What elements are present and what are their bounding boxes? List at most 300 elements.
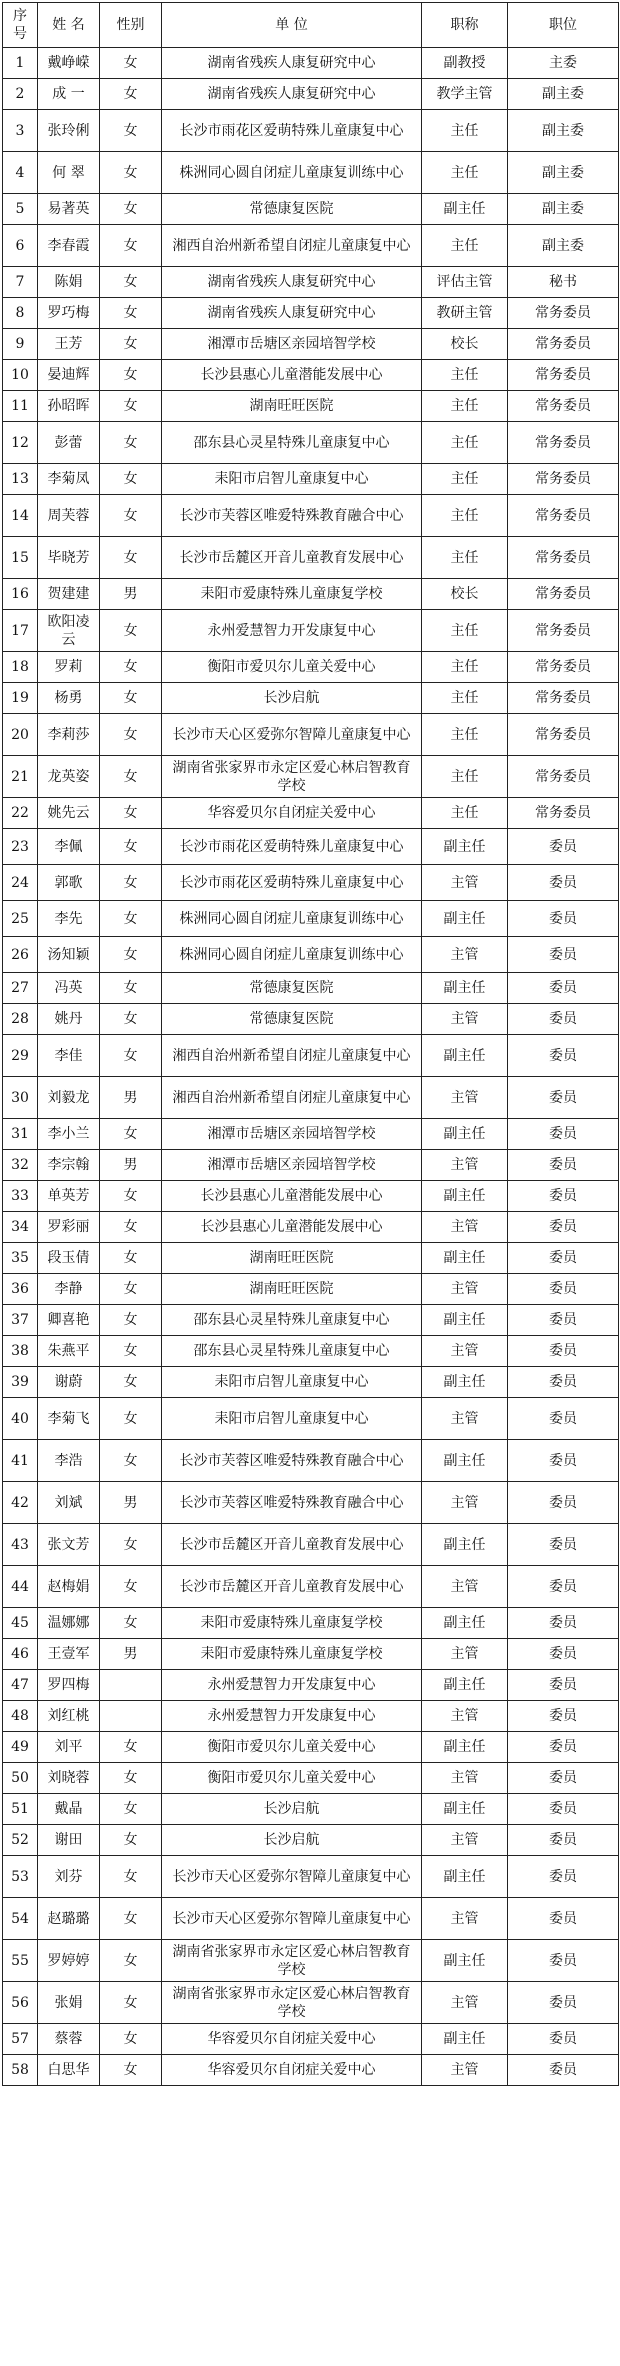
cell-gender: 女 xyxy=(100,1763,162,1794)
cell-name: 李春霞 xyxy=(38,225,100,267)
table-row xyxy=(3,464,619,495)
cell-index: 7 xyxy=(3,267,38,298)
table-row xyxy=(3,901,619,937)
cell-index: 55 xyxy=(3,1940,38,1982)
cell-name: 张文芳 xyxy=(38,1524,100,1566)
table-row xyxy=(3,1150,619,1181)
cell-unit: 长沙市雨花区爱萌特殊儿童康复中心 xyxy=(162,865,422,901)
cell-position: 副主委 xyxy=(508,110,619,152)
cell-unit: 湘西自治州新希望自闭症儿童康复中心 xyxy=(162,1077,422,1119)
cell-index: 23 xyxy=(3,829,38,865)
cell-name: 欧阳凌云 xyxy=(38,610,100,652)
cell-name: 李先 xyxy=(38,901,100,937)
cell-position: 委员 xyxy=(508,1898,619,1940)
cell-index: 41 xyxy=(3,1440,38,1482)
cell-name: 白思华 xyxy=(38,2055,100,2086)
cell-gender: 男 xyxy=(100,1482,162,1524)
cell-unit: 湖南省张家界市永定区爱心林启智教育学校 xyxy=(162,1982,422,2024)
cell-gender: 女 xyxy=(100,1035,162,1077)
cell-title: 副主任 xyxy=(422,1367,508,1398)
cell-index: 20 xyxy=(3,714,38,756)
table-row xyxy=(3,610,619,652)
cell-name: 孙昭晖 xyxy=(38,391,100,422)
cell-name: 罗四梅 xyxy=(38,1670,100,1701)
cell-name: 杨勇 xyxy=(38,683,100,714)
header-unit: 单 位 xyxy=(162,3,422,48)
cell-title: 主管 xyxy=(422,1482,508,1524)
cell-title: 主任 xyxy=(422,683,508,714)
cell-gender: 女 xyxy=(100,1004,162,1035)
cell-index: 34 xyxy=(3,1212,38,1243)
cell-position: 委员 xyxy=(508,1482,619,1524)
cell-name: 晏迪辉 xyxy=(38,360,100,391)
cell-index: 31 xyxy=(3,1119,38,1150)
cell-unit: 长沙市天心区爱弥尔智障儿童康复中心 xyxy=(162,714,422,756)
header-title: 职称 xyxy=(422,3,508,48)
cell-unit: 湖南省残疾人康复研究中心 xyxy=(162,79,422,110)
cell-unit: 常德康复医院 xyxy=(162,973,422,1004)
cell-unit: 湖南省残疾人康复研究中心 xyxy=(162,298,422,329)
cell-position: 常务委员 xyxy=(508,329,619,360)
cell-index: 50 xyxy=(3,1763,38,1794)
cell-title: 校长 xyxy=(422,329,508,360)
cell-name: 谢蔚 xyxy=(38,1367,100,1398)
cell-position: 委员 xyxy=(508,1732,619,1763)
cell-name: 温娜娜 xyxy=(38,1608,100,1639)
cell-unit: 株洲同心圆自闭症儿童康复训练中心 xyxy=(162,937,422,973)
cell-unit: 长沙市岳麓区开音儿童教育发展中心 xyxy=(162,1524,422,1566)
cell-position: 委员 xyxy=(508,2024,619,2055)
table-row xyxy=(3,1035,619,1077)
cell-unit: 长沙市岳麓区开音儿童教育发展中心 xyxy=(162,537,422,579)
cell-unit: 长沙县惠心儿童潜能发展中心 xyxy=(162,1212,422,1243)
cell-unit: 衡阳市爱贝尔儿童关爱中心 xyxy=(162,652,422,683)
cell-name: 罗巧梅 xyxy=(38,298,100,329)
cell-index: 52 xyxy=(3,1825,38,1856)
cell-title: 主任 xyxy=(422,391,508,422)
cell-index: 2 xyxy=(3,79,38,110)
cell-name: 郭歌 xyxy=(38,865,100,901)
cell-title: 主任 xyxy=(422,110,508,152)
cell-title: 主任 xyxy=(422,464,508,495)
table-row xyxy=(3,579,619,610)
cell-name: 李莉莎 xyxy=(38,714,100,756)
cell-index: 17 xyxy=(3,610,38,652)
table-row xyxy=(3,1004,619,1035)
cell-position: 常务委员 xyxy=(508,714,619,756)
cell-gender: 女 xyxy=(100,1119,162,1150)
header-name: 姓 名 xyxy=(38,3,100,48)
cell-title: 主管 xyxy=(422,1004,508,1035)
cell-title: 副主任 xyxy=(422,1794,508,1825)
cell-unit: 长沙市天心区爱弥尔智障儿童康复中心 xyxy=(162,1856,422,1898)
table-row xyxy=(3,756,619,798)
cell-title: 副主任 xyxy=(422,194,508,225)
cell-name: 谢田 xyxy=(38,1825,100,1856)
cell-index: 51 xyxy=(3,1794,38,1825)
cell-unit: 永州爱慧智力开发康复中心 xyxy=(162,1670,422,1701)
cell-index: 54 xyxy=(3,1898,38,1940)
cell-index: 24 xyxy=(3,865,38,901)
cell-gender: 女 xyxy=(100,1398,162,1440)
cell-gender: 女 xyxy=(100,1982,162,2024)
cell-index: 33 xyxy=(3,1181,38,1212)
cell-index: 4 xyxy=(3,152,38,194)
cell-unit: 耒阳市爱康特殊儿童康复学校 xyxy=(162,579,422,610)
table-row xyxy=(3,1763,619,1794)
cell-index: 39 xyxy=(3,1367,38,1398)
cell-index: 49 xyxy=(3,1732,38,1763)
cell-unit: 耒阳市爱康特殊儿童康复学校 xyxy=(162,1608,422,1639)
cell-title: 主管 xyxy=(422,1701,508,1732)
cell-unit: 长沙市芙蓉区唯爱特殊教育融合中心 xyxy=(162,1482,422,1524)
cell-position: 委员 xyxy=(508,1940,619,1982)
cell-index: 8 xyxy=(3,298,38,329)
cell-position: 委员 xyxy=(508,1305,619,1336)
cell-name: 赵璐璐 xyxy=(38,1898,100,1940)
cell-unit: 常德康复医院 xyxy=(162,194,422,225)
cell-title: 副主任 xyxy=(422,973,508,1004)
cell-position: 副主委 xyxy=(508,79,619,110)
cell-unit: 湖南旺旺医院 xyxy=(162,1243,422,1274)
cell-position: 委员 xyxy=(508,1336,619,1367)
table-row xyxy=(3,683,619,714)
cell-index: 32 xyxy=(3,1150,38,1181)
header-gender: 性别 xyxy=(100,3,162,48)
table-row xyxy=(3,1982,619,2024)
cell-name: 周芙蓉 xyxy=(38,495,100,537)
cell-gender: 男 xyxy=(100,1639,162,1670)
cell-title: 副主任 xyxy=(422,1670,508,1701)
cell-title: 主任 xyxy=(422,756,508,798)
cell-unit: 长沙启航 xyxy=(162,683,422,714)
cell-index: 56 xyxy=(3,1982,38,2024)
cell-gender: 女 xyxy=(100,1794,162,1825)
cell-gender: 女 xyxy=(100,1305,162,1336)
cell-title: 副主任 xyxy=(422,1035,508,1077)
cell-position: 委员 xyxy=(508,1524,619,1566)
cell-name: 何 翠 xyxy=(38,152,100,194)
cell-position: 委员 xyxy=(508,865,619,901)
table-row xyxy=(3,1608,619,1639)
table-row xyxy=(3,2024,619,2055)
cell-unit: 长沙县惠心儿童潜能发展中心 xyxy=(162,1181,422,1212)
cell-title: 主任 xyxy=(422,610,508,652)
cell-gender: 女 xyxy=(100,865,162,901)
cell-name: 陈娟 xyxy=(38,267,100,298)
cell-gender: 女 xyxy=(100,714,162,756)
cell-title: 主任 xyxy=(422,152,508,194)
table-row xyxy=(3,1336,619,1367)
cell-gender: 女 xyxy=(100,610,162,652)
cell-title: 副主任 xyxy=(422,1440,508,1482)
cell-gender: 男 xyxy=(100,579,162,610)
cell-gender: 女 xyxy=(100,1732,162,1763)
table-row xyxy=(3,495,619,537)
table-row xyxy=(3,865,619,901)
cell-position: 委员 xyxy=(508,937,619,973)
table-row xyxy=(3,110,619,152)
cell-position: 副主委 xyxy=(508,152,619,194)
cell-gender: 女 xyxy=(100,2024,162,2055)
table-row xyxy=(3,1794,619,1825)
cell-unit: 华容爱贝尔自闭症关爱中心 xyxy=(162,2024,422,2055)
cell-gender: 女 xyxy=(100,391,162,422)
cell-title: 主管 xyxy=(422,1639,508,1670)
cell-gender xyxy=(100,1701,162,1732)
cell-position: 副主委 xyxy=(508,225,619,267)
cell-title: 副主任 xyxy=(422,1732,508,1763)
cell-gender: 女 xyxy=(100,152,162,194)
cell-title: 副主任 xyxy=(422,1119,508,1150)
cell-position: 常务委员 xyxy=(508,360,619,391)
cell-gender: 女 xyxy=(100,2055,162,2086)
cell-unit: 长沙启航 xyxy=(162,1825,422,1856)
cell-name: 李宗翰 xyxy=(38,1150,100,1181)
cell-position: 常务委员 xyxy=(508,683,619,714)
cell-name: 刘芬 xyxy=(38,1856,100,1898)
cell-index: 37 xyxy=(3,1305,38,1336)
cell-title: 副主任 xyxy=(422,829,508,865)
cell-gender: 女 xyxy=(100,225,162,267)
table-row xyxy=(3,1940,619,1982)
cell-unit: 常德康复医院 xyxy=(162,1004,422,1035)
cell-name: 罗彩丽 xyxy=(38,1212,100,1243)
cell-title: 副教授 xyxy=(422,48,508,79)
cell-index: 43 xyxy=(3,1524,38,1566)
cell-gender: 女 xyxy=(100,267,162,298)
cell-title: 主管 xyxy=(422,937,508,973)
cell-position: 委员 xyxy=(508,1825,619,1856)
table-row xyxy=(3,1566,619,1608)
cell-title: 评估主管 xyxy=(422,267,508,298)
cell-name: 刘红桃 xyxy=(38,1701,100,1732)
cell-name: 李菊凤 xyxy=(38,464,100,495)
cell-position: 委员 xyxy=(508,1794,619,1825)
cell-position: 委员 xyxy=(508,1398,619,1440)
cell-name: 李浩 xyxy=(38,1440,100,1482)
cell-position: 常务委员 xyxy=(508,652,619,683)
cell-title: 主任 xyxy=(422,422,508,464)
cell-name: 冯英 xyxy=(38,973,100,1004)
cell-position: 委员 xyxy=(508,901,619,937)
cell-gender: 女 xyxy=(100,1440,162,1482)
cell-position: 委员 xyxy=(508,1119,619,1150)
cell-index: 45 xyxy=(3,1608,38,1639)
cell-position: 委员 xyxy=(508,1856,619,1898)
cell-title: 副主任 xyxy=(422,1608,508,1639)
cell-title: 主管 xyxy=(422,2055,508,2086)
cell-name: 李佳 xyxy=(38,1035,100,1077)
cell-name: 李菊飞 xyxy=(38,1398,100,1440)
cell-gender: 女 xyxy=(100,1524,162,1566)
cell-position: 委员 xyxy=(508,1701,619,1732)
cell-name: 单英芳 xyxy=(38,1181,100,1212)
cell-index: 1 xyxy=(3,48,38,79)
table-row xyxy=(3,1212,619,1243)
cell-unit: 湘潭市岳塘区亲园培智学校 xyxy=(162,1119,422,1150)
cell-position: 委员 xyxy=(508,1181,619,1212)
cell-unit: 华容爱贝尔自闭症关爱中心 xyxy=(162,2055,422,2086)
cell-position: 委员 xyxy=(508,973,619,1004)
cell-index: 27 xyxy=(3,973,38,1004)
cell-title: 主管 xyxy=(422,1763,508,1794)
cell-position: 委员 xyxy=(508,1243,619,1274)
cell-title: 主管 xyxy=(422,1212,508,1243)
table-row xyxy=(3,1639,619,1670)
table-row xyxy=(3,937,619,973)
cell-position: 委员 xyxy=(508,1212,619,1243)
cell-name: 王芳 xyxy=(38,329,100,360)
table-row xyxy=(3,1077,619,1119)
table-row xyxy=(3,79,619,110)
cell-position: 委员 xyxy=(508,1670,619,1701)
cell-unit: 株洲同心圆自闭症儿童康复训练中心 xyxy=(162,901,422,937)
cell-name: 王壹军 xyxy=(38,1639,100,1670)
cell-title: 副主任 xyxy=(422,901,508,937)
cell-index: 42 xyxy=(3,1482,38,1524)
cell-position: 主委 xyxy=(508,48,619,79)
cell-position: 委员 xyxy=(508,1150,619,1181)
table-row xyxy=(3,973,619,1004)
table-row xyxy=(3,1825,619,1856)
cell-unit: 邵东县心灵星特殊儿童康复中心 xyxy=(162,1305,422,1336)
cell-position: 委员 xyxy=(508,2055,619,2086)
cell-gender: 女 xyxy=(100,1367,162,1398)
cell-position: 常务委员 xyxy=(508,798,619,829)
cell-gender: 男 xyxy=(100,1150,162,1181)
cell-title: 主任 xyxy=(422,652,508,683)
cell-index: 9 xyxy=(3,329,38,360)
cell-gender: 女 xyxy=(100,79,162,110)
cell-gender: 女 xyxy=(100,1566,162,1608)
table-row xyxy=(3,1670,619,1701)
cell-title: 主任 xyxy=(422,714,508,756)
cell-title: 主任 xyxy=(422,495,508,537)
table-row xyxy=(3,360,619,391)
cell-title: 教研主管 xyxy=(422,298,508,329)
cell-gender: 女 xyxy=(100,901,162,937)
cell-index: 26 xyxy=(3,937,38,973)
cell-unit: 湘潭市岳塘区亲园培智学校 xyxy=(162,1150,422,1181)
table-row xyxy=(3,1274,619,1305)
cell-title: 主任 xyxy=(422,537,508,579)
cell-name: 刘平 xyxy=(38,1732,100,1763)
cell-index: 14 xyxy=(3,495,38,537)
table-row xyxy=(3,1856,619,1898)
table-row xyxy=(3,1367,619,1398)
cell-gender: 女 xyxy=(100,683,162,714)
cell-gender: 女 xyxy=(100,329,162,360)
table-row xyxy=(3,267,619,298)
cell-index: 19 xyxy=(3,683,38,714)
cell-gender: 女 xyxy=(100,537,162,579)
cell-gender: 女 xyxy=(100,48,162,79)
table-row xyxy=(3,1181,619,1212)
table-row xyxy=(3,1701,619,1732)
cell-title: 校长 xyxy=(422,579,508,610)
cell-name: 张玲俐 xyxy=(38,110,100,152)
cell-position: 常务委员 xyxy=(508,579,619,610)
cell-position: 委员 xyxy=(508,1982,619,2024)
cell-unit: 长沙市岳麓区开音儿童教育发展中心 xyxy=(162,1566,422,1608)
cell-unit: 长沙县惠心儿童潜能发展中心 xyxy=(162,360,422,391)
cell-position: 常务委员 xyxy=(508,464,619,495)
cell-title: 主管 xyxy=(422,1398,508,1440)
cell-index: 44 xyxy=(3,1566,38,1608)
committee-member-table xyxy=(2,2,619,2086)
cell-position: 委员 xyxy=(508,1367,619,1398)
cell-name: 彭蕾 xyxy=(38,422,100,464)
cell-name: 戴晶 xyxy=(38,1794,100,1825)
header-index: 序号 xyxy=(3,3,38,48)
cell-gender: 女 xyxy=(100,110,162,152)
cell-name: 罗莉 xyxy=(38,652,100,683)
cell-position: 常务委员 xyxy=(508,610,619,652)
cell-title: 主任 xyxy=(422,225,508,267)
cell-title: 主任 xyxy=(422,360,508,391)
table-row xyxy=(3,152,619,194)
cell-unit: 株洲同心圆自闭症儿童康复训练中心 xyxy=(162,152,422,194)
cell-unit: 长沙市雨花区爱萌特殊儿童康复中心 xyxy=(162,829,422,865)
table-row xyxy=(3,714,619,756)
cell-index: 58 xyxy=(3,2055,38,2086)
cell-position: 委员 xyxy=(508,1004,619,1035)
cell-name: 龙英姿 xyxy=(38,756,100,798)
header-row xyxy=(3,3,619,48)
table-body xyxy=(3,48,619,2086)
cell-name: 成 一 xyxy=(38,79,100,110)
cell-index: 25 xyxy=(3,901,38,937)
cell-gender: 女 xyxy=(100,1243,162,1274)
cell-index: 46 xyxy=(3,1639,38,1670)
cell-gender xyxy=(100,1670,162,1701)
cell-unit: 湖南省残疾人康复研究中心 xyxy=(162,48,422,79)
cell-gender: 女 xyxy=(100,495,162,537)
cell-name: 汤知颖 xyxy=(38,937,100,973)
cell-name: 易著英 xyxy=(38,194,100,225)
cell-index: 10 xyxy=(3,360,38,391)
cell-unit: 长沙启航 xyxy=(162,1794,422,1825)
table-row xyxy=(3,422,619,464)
cell-title: 副主任 xyxy=(422,1940,508,1982)
cell-unit: 湘潭市岳塘区亲园培智学校 xyxy=(162,329,422,360)
cell-index: 6 xyxy=(3,225,38,267)
cell-index: 29 xyxy=(3,1035,38,1077)
cell-index: 13 xyxy=(3,464,38,495)
cell-position: 常务委员 xyxy=(508,298,619,329)
cell-gender: 女 xyxy=(100,422,162,464)
cell-name: 蔡蓉 xyxy=(38,2024,100,2055)
cell-gender: 女 xyxy=(100,298,162,329)
table-row xyxy=(3,225,619,267)
cell-unit: 耒阳市启智儿童康复中心 xyxy=(162,1367,422,1398)
cell-position: 委员 xyxy=(508,1274,619,1305)
table-row xyxy=(3,1305,619,1336)
cell-position: 委员 xyxy=(508,1763,619,1794)
cell-gender: 女 xyxy=(100,1940,162,1982)
table-row xyxy=(3,798,619,829)
cell-index: 36 xyxy=(3,1274,38,1305)
header-position: 职位 xyxy=(508,3,619,48)
cell-index: 28 xyxy=(3,1004,38,1035)
table-row xyxy=(3,1732,619,1763)
table-row xyxy=(3,329,619,360)
cell-name: 张娟 xyxy=(38,1982,100,2024)
cell-gender: 女 xyxy=(100,1898,162,1940)
cell-unit: 长沙市天心区爱弥尔智障儿童康复中心 xyxy=(162,1898,422,1940)
cell-index: 18 xyxy=(3,652,38,683)
